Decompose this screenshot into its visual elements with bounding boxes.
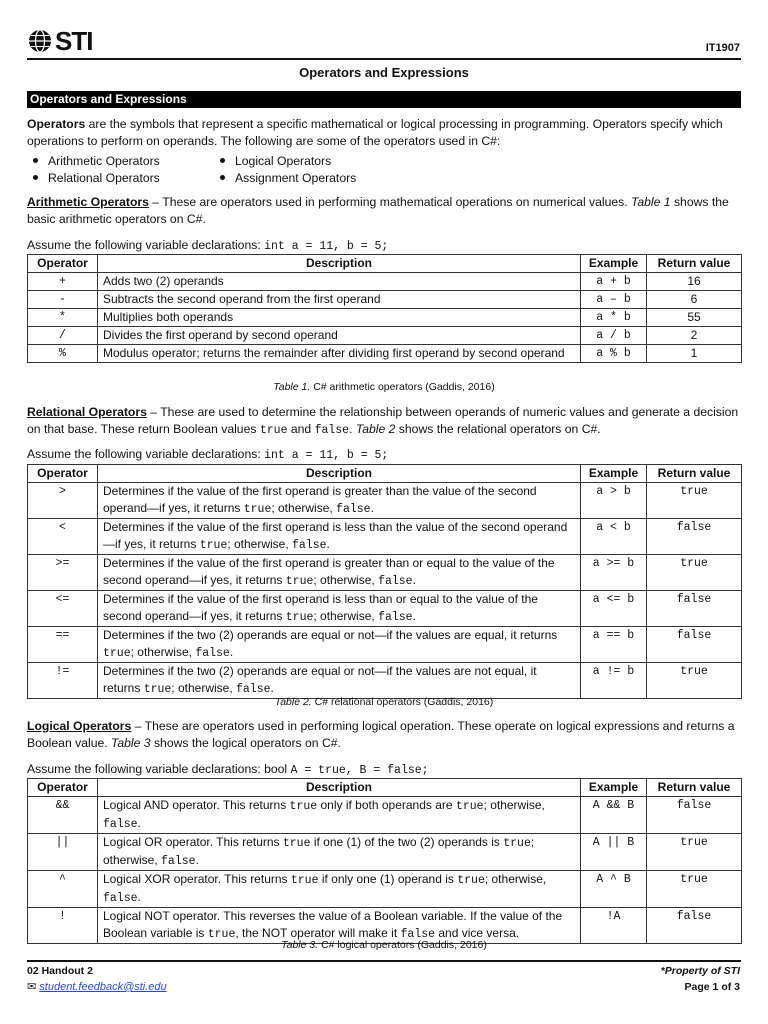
sti-logo <box>27 26 92 56</box>
arithmetic-term: Arithmetic Operators <box>27 195 149 209</box>
table-row: == Determines if the two (2) operands are equal or not—if the values are equal, it returns true; otherwise, false. a == b false <box>28 627 742 663</box>
table-header-row: Operator Description Example Return value <box>28 465 742 483</box>
table-3-ref: Table 3 <box>111 736 151 750</box>
list-item: Assignment Operators <box>220 169 356 187</box>
table-row: ^ Logical XOR operator. This returns true if only one (1) operand is true; otherwise, false. A ^ B true <box>28 871 742 908</box>
footer-divider <box>27 960 741 962</box>
table-row: != Determines if the two (2) operands are equal or not—if the values are not equal, it returns true; otherwise, false. a != b true <box>28 663 742 699</box>
table-1-caption: Table 1. C# arithmetic operators (Gaddis, 2016) <box>273 381 495 393</box>
intro-term: Operators <box>27 117 86 131</box>
table-row: > Determines if the value of the first operand is greater than the value of the second operand—if yes, it returns true; otherwise, false. a > b true <box>28 483 742 519</box>
table-row: || Logical OR operator. This returns true if one (1) of the two (2) operands is true; otherwise, false. A || B true <box>28 834 742 871</box>
table-row: <= Determines if the value of the first operand is less than or equal to the value of the second operand—if yes, it returns true; otherwise, false. a <= b false <box>28 591 742 627</box>
globe-icon <box>27 28 53 54</box>
table-row: < Determines if the value of the first operand is less than the value of the second operand—if yes, it returns true; otherwise, false. a < b false <box>28 519 742 555</box>
list-item: Arithmetic Operators <box>33 152 160 170</box>
table-row: ! Logical NOT operator. This reverses the value of a Boolean variable. If the value of the Boolean variable is true, the NOT operator will make it false and vice versa. !A false <box>28 908 742 944</box>
table-row: / Divides the first operand by second operand a / b 2 <box>28 327 742 345</box>
logical-table <box>27 778 742 944</box>
page-number: Page 1 of 3 <box>684 981 740 993</box>
table-2-caption: Table 2. C# relational operators (Gaddis, 2016) <box>274 696 494 708</box>
arithmetic-paragraph: Arithmetic Operators – These are operators used in performing mathematical operations on numerical values. Table 1 shows the basic arithmetic operators on C#. <box>27 195 729 226</box>
list-item: Logical Operators <box>220 152 331 170</box>
table-row: * Multiplies both operands a * b 55 <box>28 309 742 327</box>
logo-text: STI <box>55 25 93 56</box>
intro-text: are the symbols that represent a specific mathematical or logical processing in programming. Operators specify which operations to perform on operands. The following are some of the operators used in C#: <box>27 117 723 148</box>
logical-assumption: Assume the following variable declarations: bool A = true, B = false; <box>27 762 429 777</box>
table-row: && Logical AND operator. This returns true only if both operands are true; otherwise, false. A && B false <box>28 797 742 834</box>
relational-paragraph: Relational Operators – These are used to determine the relationship between operands of numeric values and generate a decision on that base. These return Boolean values true and false. Table 2 shows the relational operators on C#. <box>27 405 739 437</box>
table-header-row: Operator Description Example Return value <box>28 779 742 797</box>
course-code: IT1907 <box>705 42 740 54</box>
logical-term: Logical Operators <box>27 719 132 733</box>
table-1-ref: Table 1 <box>631 195 671 209</box>
mail-icon: ✉ <box>27 981 37 993</box>
table-row: - Subtracts the second operand from the first operand a – b 6 <box>28 291 742 309</box>
relational-assumption: Assume the following variable declarations: int a = 11, b = 5; <box>27 447 389 462</box>
list-item: Relational Operators <box>33 169 160 187</box>
email-link[interactable]: student.feedback@sti.edu <box>39 981 167 993</box>
feedback-email[interactable] <box>27 980 167 993</box>
logical-paragraph: Logical Operators – These are operators used in performing logical operation. These operate on logical expressions and returns a Boolean value. Table 3 shows the logical operators on C#. <box>27 719 735 750</box>
handout-label: 02 Handout 2 <box>27 965 93 977</box>
intro-paragraph <box>27 116 741 150</box>
table-3-caption: Table 3. C# logical operators (Gaddis, 2016) <box>281 939 487 951</box>
property-notice: *Property of STI <box>660 965 740 977</box>
arithmetic-table <box>27 254 742 363</box>
table-2-ref: Table 2 <box>355 422 396 436</box>
table-row: + Adds two (2) operands a + b 16 <box>28 273 742 291</box>
relational-table <box>27 464 742 699</box>
relational-term: Relational Operators <box>27 405 147 419</box>
arithmetic-assumption: Assume the following variable declarations: int a = 11, b = 5; <box>27 238 389 253</box>
table-row: >= Determines if the value of the first operand is greater than or equal to the value of the second operand—if yes, it returns true; otherwise, false. a >= b true <box>28 555 742 591</box>
section-bar: Operators and Expressions <box>27 91 741 108</box>
table-header-row: Operator Description Example Return value <box>28 255 742 273</box>
header-divider <box>27 58 741 60</box>
table-row: % Modulus operator; returns the remainder after dividing first operand by second operand a % b 1 <box>28 345 742 363</box>
page-title: Operators and Expressions <box>299 65 469 80</box>
